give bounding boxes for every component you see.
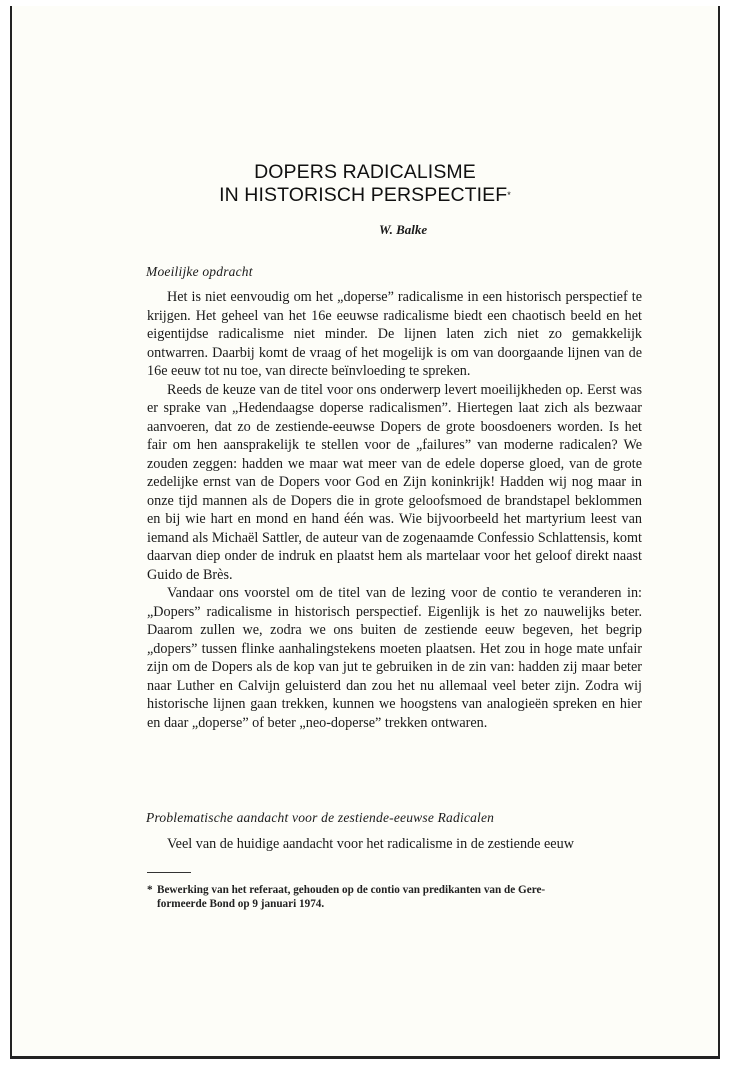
footnote xyxy=(147,883,642,911)
footnote-line-1-text: Bewerking van het referaat, gehouden op de contio van predikanten van de Gere- xyxy=(157,884,546,896)
footnote-divider xyxy=(147,872,191,873)
section-2-body xyxy=(147,835,642,854)
footnote-line-2: formeerde Bond op 9 januari 1974. xyxy=(157,898,325,910)
paragraph-1: Het is niet eenvoudig om het „doperse” radicalisme in een historisch perspectief te krijgen. Het geheel van het 16e eeuwse radicalisme biedt een chaotisch beeld en het eigentijdse radicalisme niet minder. De lijnen laten zich niet zo gemakkelijk ontwarren. Daarbij komt de vraag of het mogelijk is om van doorgaande lijnen van de 16e eeuw tot nu toe, van directe beïnvloeding te spreken. xyxy=(147,289,642,379)
document-page xyxy=(10,6,720,1059)
section-heading-2: Problematische aandacht voor de zestiende-eeuwse Radicalen xyxy=(146,810,495,825)
footnote-mark: * xyxy=(147,884,153,896)
title-line-2 xyxy=(12,184,718,207)
title-line-1: DOPERS RADICALISME xyxy=(254,161,476,183)
section-heading-1: Moeilijke opdracht xyxy=(146,264,253,279)
article-title xyxy=(12,161,718,207)
paragraph-3: Vandaar ons voorstel om de titel van de lezing voor de contio te veranderen in: „Dopers” radicalisme in historisch perspectief. Eigenlijk is het zo nauwelijks beter. Daarom zullen we, zodra we ons buiten de zestiende eeuw begeven, het begrip „dopers” tussen flinke aanhalingstekens moeten plaatsen. Het zou in hoge mate unfair zijn om de Dopers als de kop van jut te gebruiken in de zin van: hadden zij maar beter naar Luther en Calvijn geluisterd dan zou het nu allemaal veel beter zijn. Zodra wij historische lijnen gaan trekken, kunnen we hoogstens van analogieën spreken en hier en daar „doperse” of beter „neo-doperse” trekken ontwaren. xyxy=(147,585,642,731)
section-1-body xyxy=(147,288,642,732)
author: W. Balke xyxy=(379,222,428,237)
title-footnote-mark: * xyxy=(507,190,511,200)
title-line-2-text: IN HISTORISCH PERSPECTIEF xyxy=(219,184,508,206)
paragraph-2: Reeds de keuze van de titel voor ons onderwerp levert moeilijkheden op. Eerst was er sprake van „Hedendaagse doperse radicalismen”. Hiertegen laat zich als bezwaar aanvoeren, dat zo de zestiende-eeuwse Dopers de grote boosdoeners worden. Is het fair om hen aansprakelijk te stellen voor de „failures” van moderne radicalen? We zouden zeggen: hadden we maar wat meer van de edele doperse gloed, van de grote zedelijke ernst van de Dopers voor God en Zijn koninkrijk! Hadden wij nog maar in onze tijd mannen als de Dopers die in grote geloofsmoed de brandstapel beklommen en bij wie hart en mond en hand één was. Wie bijvoorbeeld het martyrium leest van iemand als Michaël Sattler, de auteur van de zogenaamde Confessio Schlattensis, komt daarvan diep onder de indruk en plaatst hem als martelaar voor het geloof direkt naast Guido de Brès. xyxy=(147,381,642,583)
paragraph-4: Veel van de huidige aandacht voor het radicalisme in de zestiende eeuw xyxy=(167,836,574,852)
footnote-line-1 xyxy=(147,883,642,897)
